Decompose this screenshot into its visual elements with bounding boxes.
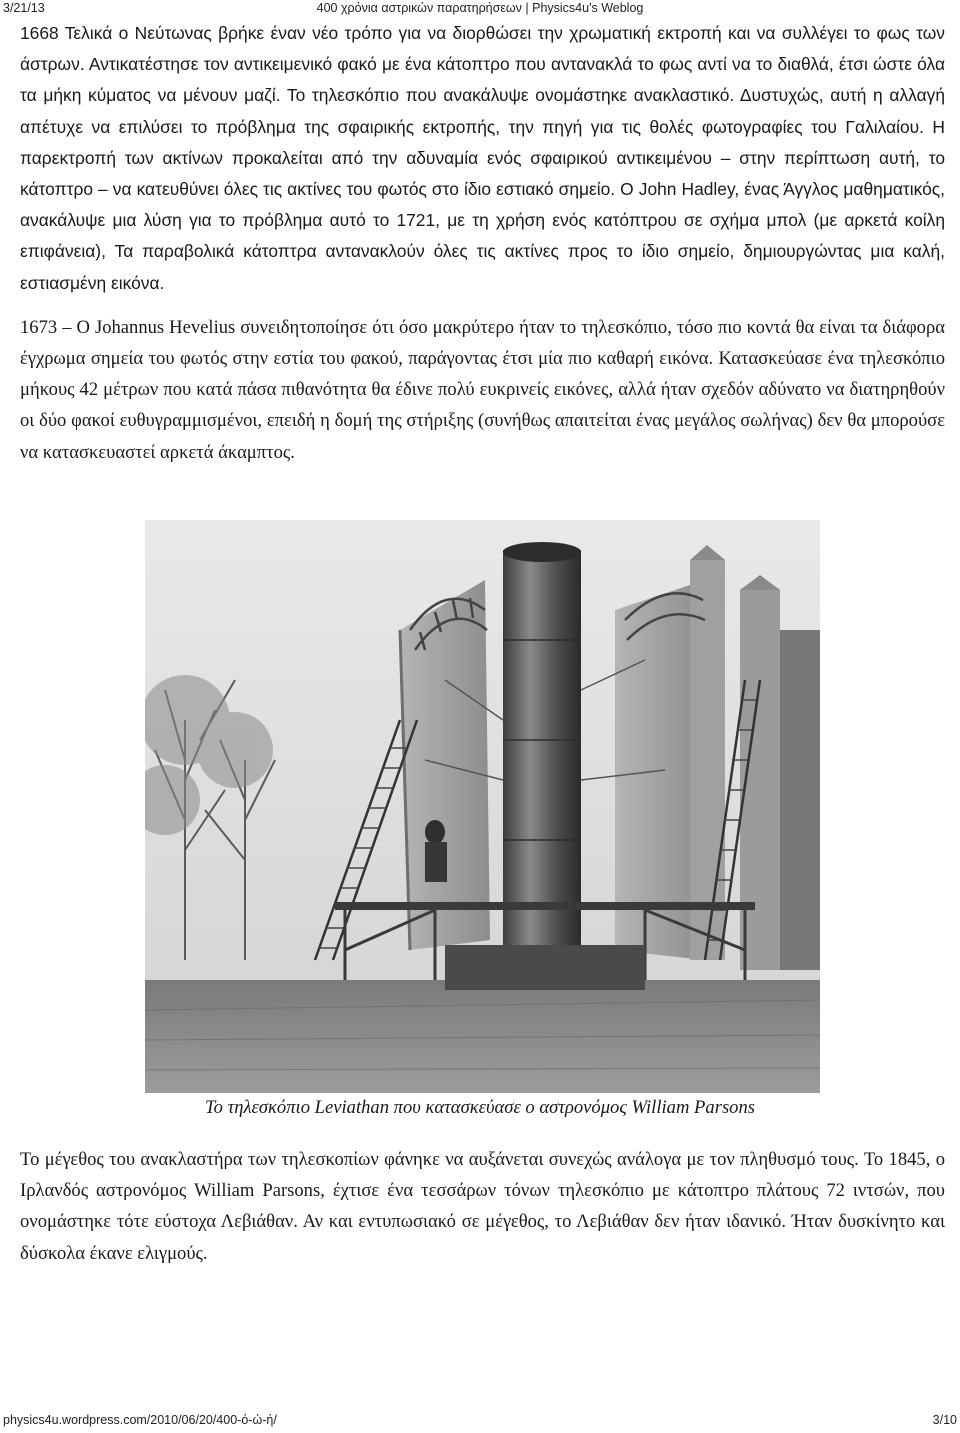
paragraph-1673: 1673 – Ο Johannus Hevelius συνειδητοποίησε ότι όσο μακρύτερο ήταν το τηλεσκόπιο, τόσο πιο κοντά θα είναι τα διάφορα έγχρωμα σημεία του φωτός στην εστία του φακού, παράγοντας έτσι μία πιο καθαρή εικόνα. Κατασκεύασε ένα τηλεσκόπιο μήκους 42 μέτρων που κατά πάσα πιθανότητα θα έδινε πολύ ευκρινείς εικόνες, αλλά ήταν σχεδόν αδύνατο να διατηρηθούν οι δύο φακοί ευθυγραμμισμένοι, επειδή η δομή της στήριξης (συνήθως απαιτείται ένας μεγάλος σωλήνας) δεν θα μπορούσε να κατασκευαστεί αρκετά άκαμπτος. (20, 316, 945, 463)
page-url: physics4u.wordpress.com/2010/06/20/400-ό-ώ-ή/ (3, 1413, 277, 1427)
print-date: 3/21/13 (3, 1, 45, 15)
paragraph-leviathan: Το μέγεθος του ανακλαστήρα των τηλεσκοπίων φάνηκε να αυξάνεται συνεχώς ανάλογα με τον πληθυσμό τους. Το 1845, ο Ιρλανδός αστρονόμος William Parsons, έχτισε ένα τεσσάρων τόνων τηλεσκόπιο με κάτοπτρο πλάτους 72 ιντσών, που ονομάστηκε τότε εύστοχα Λεβιάθαν. Αν και εντυπωσιακό σε μέγεθος, το Λεβιάθαν δεν ήταν ιδανικό. Ήταν δυσκίνητο και δύσκολα έκανε ελιγμούς. (20, 1149, 945, 1264)
article-body (20, 18, 945, 468)
figure-caption: Το τηλεσκόπιο Leviathan που κατασκεύασε ο αστρονόμος William Parsons (204, 1097, 756, 1118)
paragraph-1668: 1668 Τελικά ο Νεύτωνας βρήκε έναν νέο τρόπο για να διορθώσει την χρωματική εκτροπή και να συλλέγει το φως των άστρων. Αντικατέστησε τον αντικειμενικό φακό με ένα κάτοπτρο που αντανακλά το φως αντί να το διαθλά, έτσι ώστε όλα τα μήκη κύματος να μένουν μαζί. Το τηλεσκόπιο που ανακάλυψε ονομάστηκε ανακλαστικό. Δυστυχώς, αυτή η αλλαγή απέτυχε να επιλύσει το πρόβλημα της σφαιρικής εκτροπής, την πηγή για τις θολές φωτογραφίες του Γαλιλαίου. Η παρεκτροπή των ακτίνων προκαλείται από την αδυναμία ενός σφαιρικού αντικειμένου – στην περίπτωση αυτή, το κάτοπτρο – να κατευθύνει όλες τις ακτίνες του φωτός στο ίδιο εστιακό σημείο. Ο John Hadley, ένας Άγγλος μαθηματικός, ανακάλυψε μια λύση για το πρόβλημα αυτό το 1721, με τη χρήση ενός κατόπτρου σε σχήμα μπολ (με αρκετά κοίλη επιφάνεια), Τα παραβολικά κάτοπτρα αντανακλούν όλες τις ακτίνες προς το ίδιο σημείο, δημιουργώντας μια καλή, εστιασμένη εικόνα. (20, 23, 945, 293)
leviathan-telescope-photo (145, 520, 820, 1093)
page-title: 400 χρόνια αστρικών παρατηρήσεων | Physics4u's Weblog (316, 1, 644, 15)
print-footer (0, 1411, 960, 1431)
page-number: 3/10 (932, 1413, 957, 1427)
print-header (0, 0, 960, 20)
article-body-continued (20, 1144, 945, 1269)
